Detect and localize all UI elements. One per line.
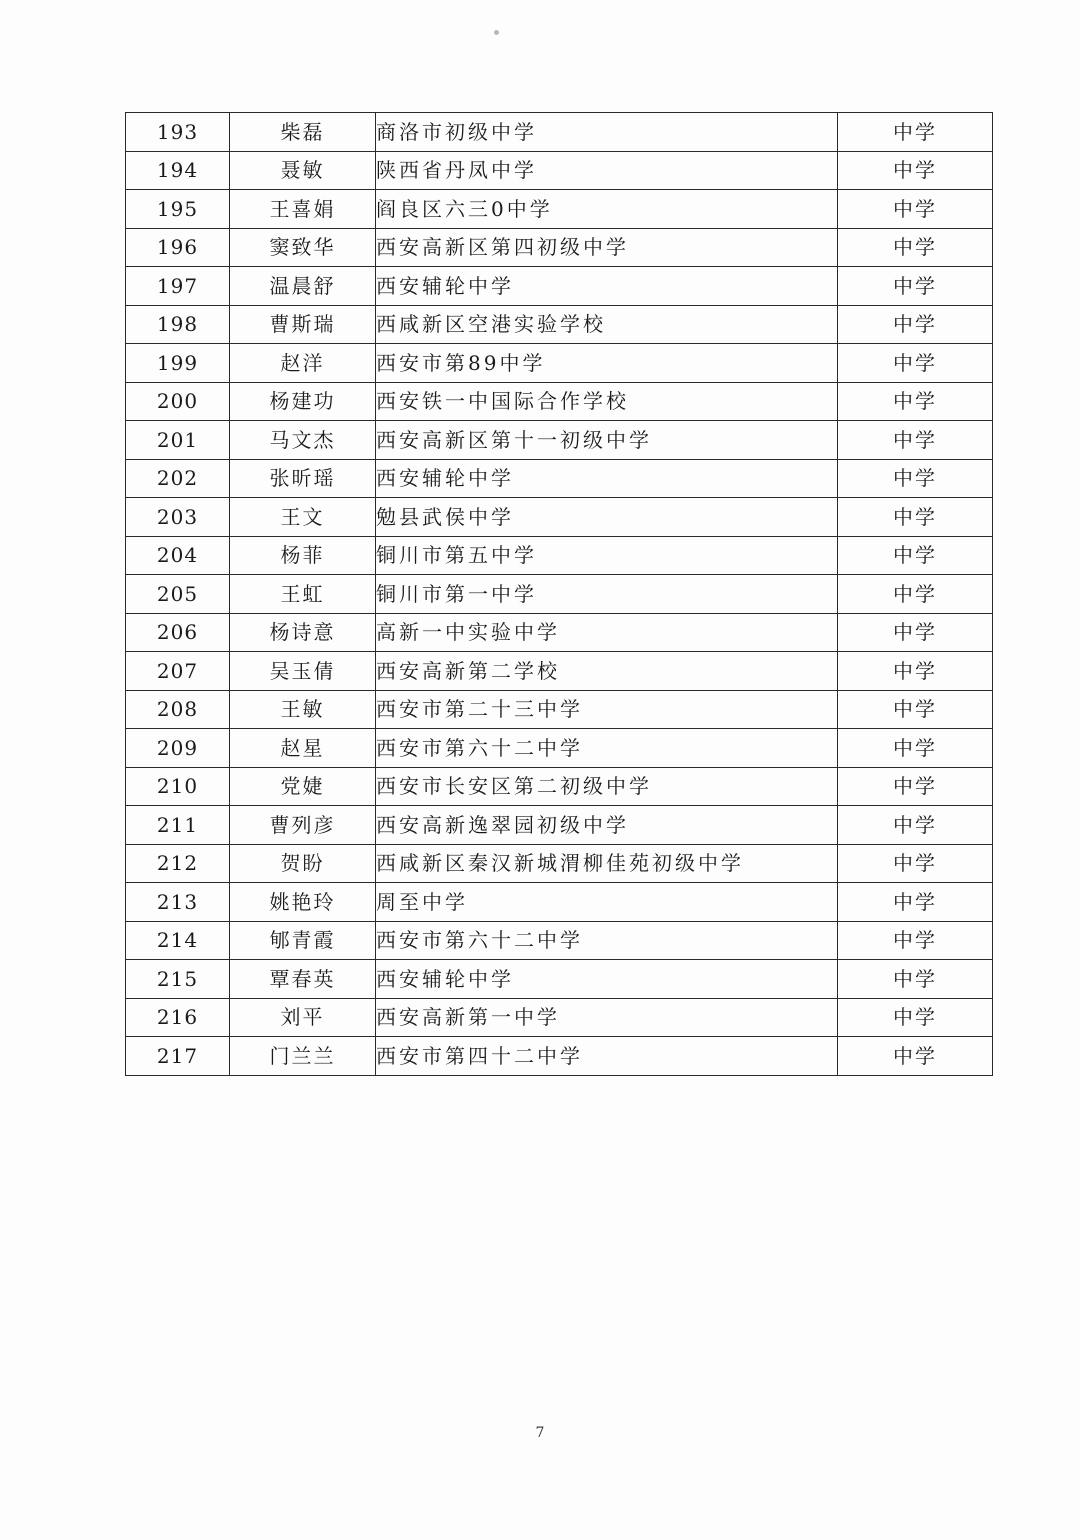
school-cell: 铜川市第五中学 bbox=[376, 536, 838, 575]
table-row bbox=[126, 113, 993, 152]
row-number-cell: 205 bbox=[126, 575, 230, 614]
roster-table-body bbox=[126, 113, 993, 1076]
name-cell: 刘平 bbox=[230, 998, 376, 1037]
category-cell: 中学 bbox=[838, 652, 993, 691]
category-cell: 中学 bbox=[838, 498, 993, 537]
name-cell: 柴磊 bbox=[230, 113, 376, 152]
name-cell: 杨建功 bbox=[230, 382, 376, 421]
school-cell: 西安铁一中国际合作学校 bbox=[376, 382, 838, 421]
school-cell: 阎良区六三0中学 bbox=[376, 190, 838, 229]
table-row bbox=[126, 498, 993, 537]
row-number-cell: 199 bbox=[126, 344, 230, 383]
school-cell: 西安辅轮中学 bbox=[376, 459, 838, 498]
name-cell: 赵星 bbox=[230, 729, 376, 768]
table-row bbox=[126, 228, 993, 267]
school-cell: 西安市长安区第二初级中学 bbox=[376, 767, 838, 806]
page-number: 7 bbox=[535, 1425, 545, 1441]
table-row bbox=[126, 344, 993, 383]
table-row bbox=[126, 1037, 993, 1076]
school-cell: 西安高新第一中学 bbox=[376, 998, 838, 1037]
name-cell: 聂敏 bbox=[230, 151, 376, 190]
school-cell: 商洛市初级中学 bbox=[376, 113, 838, 152]
category-cell: 中学 bbox=[838, 883, 993, 922]
school-cell: 西安市第六十二中学 bbox=[376, 921, 838, 960]
table-row bbox=[126, 844, 993, 883]
name-cell: 党婕 bbox=[230, 767, 376, 806]
category-cell: 中学 bbox=[838, 459, 993, 498]
table-row bbox=[126, 613, 993, 652]
school-cell: 周至中学 bbox=[376, 883, 838, 922]
category-cell: 中学 bbox=[838, 1037, 993, 1076]
row-number-cell: 214 bbox=[126, 921, 230, 960]
row-number-cell: 209 bbox=[126, 729, 230, 768]
school-cell: 陕西省丹凤中学 bbox=[376, 151, 838, 190]
table-row bbox=[126, 267, 993, 306]
row-number-cell: 207 bbox=[126, 652, 230, 691]
table-row bbox=[126, 575, 993, 614]
name-cell: 曹列彦 bbox=[230, 806, 376, 845]
category-cell: 中学 bbox=[838, 190, 993, 229]
school-cell: 西安辅轮中学 bbox=[376, 960, 838, 999]
school-cell: 高新一中实验中学 bbox=[376, 613, 838, 652]
name-cell: 门兰兰 bbox=[230, 1037, 376, 1076]
row-number-cell: 208 bbox=[126, 690, 230, 729]
category-cell: 中学 bbox=[838, 113, 993, 152]
name-cell: 张昕瑶 bbox=[230, 459, 376, 498]
row-number-cell: 216 bbox=[126, 998, 230, 1037]
category-cell: 中学 bbox=[838, 806, 993, 845]
table-row bbox=[126, 806, 993, 845]
school-cell: 勉县武侯中学 bbox=[376, 498, 838, 537]
name-cell: 赵洋 bbox=[230, 344, 376, 383]
row-number-cell: 196 bbox=[126, 228, 230, 267]
category-cell: 中学 bbox=[838, 536, 993, 575]
table-row bbox=[126, 767, 993, 806]
table-row bbox=[126, 652, 993, 691]
category-cell: 中学 bbox=[838, 690, 993, 729]
table-row bbox=[126, 536, 993, 575]
name-cell: 王敏 bbox=[230, 690, 376, 729]
row-number-cell: 212 bbox=[126, 844, 230, 883]
category-cell: 中学 bbox=[838, 998, 993, 1037]
roster-table bbox=[125, 112, 993, 1076]
school-cell: 西安高新区第十一初级中学 bbox=[376, 421, 838, 460]
row-number-cell: 198 bbox=[126, 305, 230, 344]
name-cell: 王文 bbox=[230, 498, 376, 537]
name-cell: 覃春英 bbox=[230, 960, 376, 999]
table-row bbox=[126, 421, 993, 460]
table-row bbox=[126, 459, 993, 498]
row-number-cell: 193 bbox=[126, 113, 230, 152]
row-number-cell: 213 bbox=[126, 883, 230, 922]
table-row bbox=[126, 883, 993, 922]
table-row bbox=[126, 921, 993, 960]
school-cell: 西安辅轮中学 bbox=[376, 267, 838, 306]
category-cell: 中学 bbox=[838, 344, 993, 383]
row-number-cell: 203 bbox=[126, 498, 230, 537]
school-cell: 西咸新区秦汉新城渭柳佳苑初级中学 bbox=[376, 844, 838, 883]
row-number-cell: 210 bbox=[126, 767, 230, 806]
category-cell: 中学 bbox=[838, 151, 993, 190]
school-cell: 西安高新逸翠园初级中学 bbox=[376, 806, 838, 845]
school-cell: 西安高新区第四初级中学 bbox=[376, 228, 838, 267]
category-cell: 中学 bbox=[838, 921, 993, 960]
category-cell: 中学 bbox=[838, 575, 993, 614]
school-cell: 西安市第六十二中学 bbox=[376, 729, 838, 768]
category-cell: 中学 bbox=[838, 960, 993, 999]
name-cell: 贺盼 bbox=[230, 844, 376, 883]
category-cell: 中学 bbox=[838, 305, 993, 344]
row-number-cell: 202 bbox=[126, 459, 230, 498]
category-cell: 中学 bbox=[838, 844, 993, 883]
row-number-cell: 195 bbox=[126, 190, 230, 229]
table-row bbox=[126, 690, 993, 729]
table-row bbox=[126, 190, 993, 229]
category-cell: 中学 bbox=[838, 613, 993, 652]
school-cell: 铜川市第一中学 bbox=[376, 575, 838, 614]
row-number-cell: 215 bbox=[126, 960, 230, 999]
table-row bbox=[126, 729, 993, 768]
row-number-cell: 194 bbox=[126, 151, 230, 190]
row-number-cell: 200 bbox=[126, 382, 230, 421]
row-number-cell: 217 bbox=[126, 1037, 230, 1076]
table-row bbox=[126, 305, 993, 344]
school-cell: 西咸新区空港实验学校 bbox=[376, 305, 838, 344]
name-cell: 王喜娟 bbox=[230, 190, 376, 229]
name-cell: 吴玉倩 bbox=[230, 652, 376, 691]
row-number-cell: 197 bbox=[126, 267, 230, 306]
category-cell: 中学 bbox=[838, 267, 993, 306]
row-number-cell: 206 bbox=[126, 613, 230, 652]
row-number-cell: 204 bbox=[126, 536, 230, 575]
school-cell: 西安市第89中学 bbox=[376, 344, 838, 383]
name-cell: 姚艳玲 bbox=[230, 883, 376, 922]
table-row bbox=[126, 998, 993, 1037]
name-cell: 杨诗意 bbox=[230, 613, 376, 652]
name-cell: 窦致华 bbox=[230, 228, 376, 267]
name-cell: 杨菲 bbox=[230, 536, 376, 575]
school-cell: 西安市第二十三中学 bbox=[376, 690, 838, 729]
scan-artifact-dot bbox=[494, 30, 499, 35]
category-cell: 中学 bbox=[838, 767, 993, 806]
table-row bbox=[126, 151, 993, 190]
school-cell: 西安高新第二学校 bbox=[376, 652, 838, 691]
name-cell: 温晨舒 bbox=[230, 267, 376, 306]
table-row bbox=[126, 382, 993, 421]
category-cell: 中学 bbox=[838, 382, 993, 421]
row-number-cell: 201 bbox=[126, 421, 230, 460]
name-cell: 曹斯瑞 bbox=[230, 305, 376, 344]
school-cell: 西安市第四十二中学 bbox=[376, 1037, 838, 1076]
name-cell: 马文杰 bbox=[230, 421, 376, 460]
row-number-cell: 211 bbox=[126, 806, 230, 845]
name-cell: 郇青霞 bbox=[230, 921, 376, 960]
category-cell: 中学 bbox=[838, 421, 993, 460]
category-cell: 中学 bbox=[838, 228, 993, 267]
name-cell: 王虹 bbox=[230, 575, 376, 614]
table-row bbox=[126, 960, 993, 999]
category-cell: 中学 bbox=[838, 729, 993, 768]
